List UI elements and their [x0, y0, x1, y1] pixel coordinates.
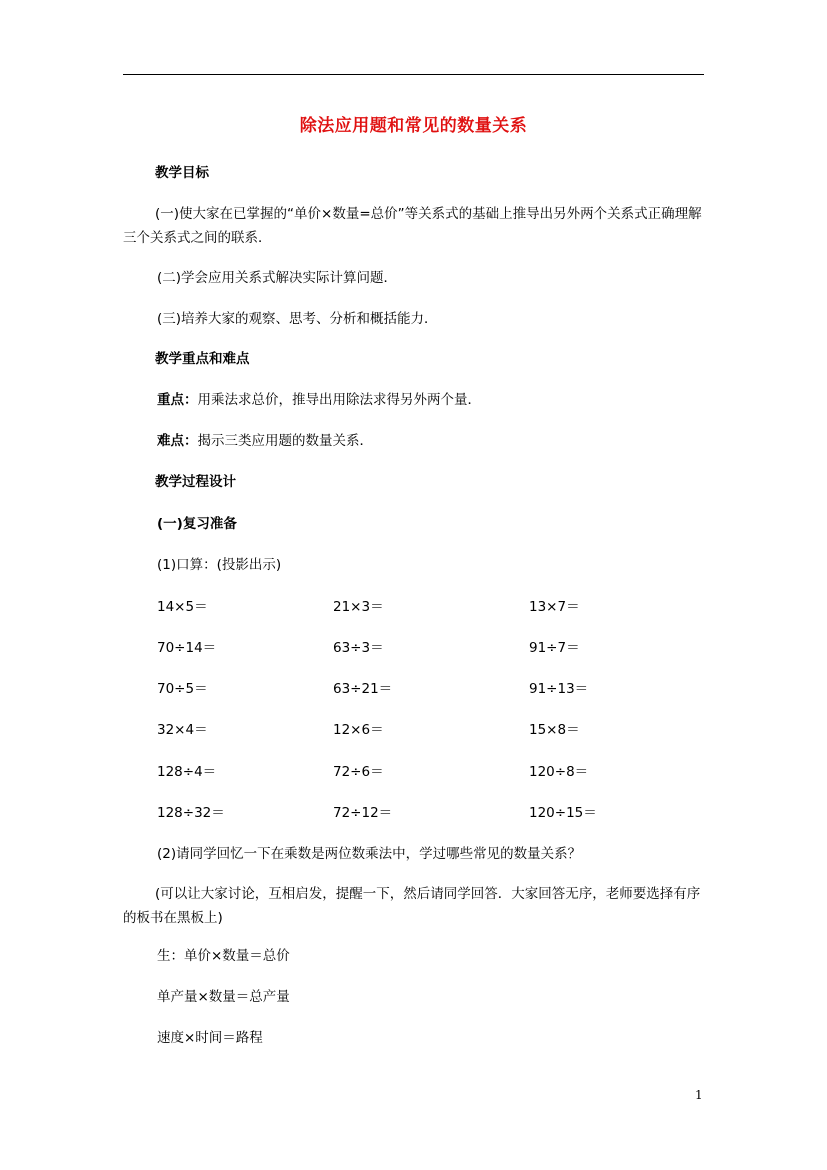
- calc-item: 13×7＝: [529, 599, 580, 615]
- key-point: [157, 390, 481, 410]
- calc-item: 15×8＝: [529, 722, 580, 738]
- calc-item: 63÷3＝: [333, 640, 384, 656]
- oral-calc-instruction: (1)口算：(投影出示): [157, 557, 282, 573]
- relation-1: 生：单价×数量＝总价: [157, 948, 290, 964]
- goal-1: [123, 202, 703, 250]
- calc-item: 91÷7＝: [529, 640, 580, 656]
- document-title: 除法应用题和常见的数量关系: [299, 116, 528, 136]
- process-heading: 教学过程设计: [155, 474, 236, 490]
- key-point-label: 重点：: [157, 392, 198, 408]
- key-point-text: 用乘法求总价，推导出用除法求得另外两个量．: [197, 392, 481, 408]
- relation-3: 速度×时间＝路程: [157, 1030, 263, 1046]
- calc-item: 72÷6＝: [333, 764, 384, 780]
- difficult-point-text: 揭示三类应用题的数量关系．: [197, 433, 373, 449]
- calc-item: 120÷15＝: [529, 805, 597, 821]
- goals-heading: 教学目标: [155, 165, 209, 181]
- discussion-note: [123, 882, 703, 930]
- question-2: (2)请同学回忆一下在乘数是两位数乘法中，学过哪些常见的数量关系？: [157, 846, 582, 862]
- calc-item: 32×4＝: [157, 722, 208, 738]
- calc-item: 70÷5＝: [157, 681, 208, 697]
- difficult-point-label: 难点：: [157, 433, 198, 449]
- calc-item: 120÷8＝: [529, 764, 589, 780]
- calc-item: 21×3＝: [333, 599, 384, 615]
- difficult-point: [157, 431, 373, 451]
- review-heading: (一)复习准备: [157, 516, 237, 532]
- page-number: 1: [695, 1088, 703, 1102]
- calc-item: 70÷14＝: [157, 640, 217, 656]
- calc-item: 63÷21＝: [333, 681, 393, 697]
- key-points-heading: 教学重点和难点: [155, 351, 250, 367]
- header-rule: [123, 74, 704, 75]
- calc-item: 128÷32＝: [157, 805, 225, 821]
- calc-item: 14×5＝: [157, 599, 208, 615]
- goal-3: (三)培养大家的观察、思考、分析和概括能力．: [157, 311, 438, 327]
- calc-item: 12×6＝: [333, 722, 384, 738]
- goal-1-text: (一)使大家在已掌握的“单价×数量=总价”等关系式的基础上推导出另外两个关系式正确理解三个关系式之间的联系．: [123, 206, 702, 246]
- calc-item: 128÷4＝: [157, 764, 217, 780]
- goal-2: (二)学会应用关系式解决实际计算问题．: [157, 270, 398, 286]
- discussion-note-text: (可以让大家讨论，互相启发，提醒一下，然后请同学回答．大家回答无序，老师要选择有序的板书在黑板上): [123, 886, 701, 926]
- calc-item: 91÷13＝: [529, 681, 589, 697]
- calc-item: 72÷12＝: [333, 805, 393, 821]
- relation-2: 单产量×数量＝总产量: [157, 989, 290, 1005]
